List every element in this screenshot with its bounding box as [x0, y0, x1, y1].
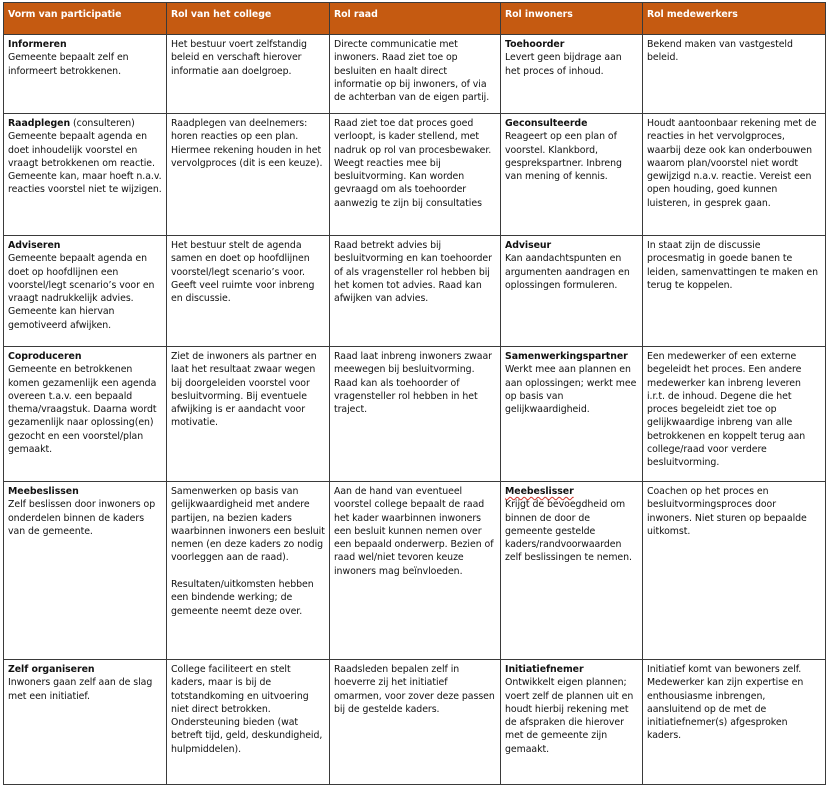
vorm-title: Coproduceren — [8, 351, 82, 362]
vorm-title: Zelf organiseren — [8, 664, 95, 675]
vorm-title: Informeren — [8, 39, 67, 50]
cell-inwoners — [501, 482, 643, 660]
table-row — [4, 660, 826, 785]
vorm-body: Gemeente bepaalt agenda en doet inhoudelijk voorstel en vraagt betrokkenen om reactie. Gemeente kan, maar hoeft n.a.v. reacties voorstel niet te wijzigen. — [8, 131, 162, 196]
cell-inwoners — [501, 660, 643, 785]
vorm-title: Meebeslissen — [8, 486, 79, 497]
raad-text: Raad betrekt advies bij besluitvorming en kan toehoorder of als vragensteller rol hebben bij het komen tot advies. Raad kan afwijken van advies. — [334, 240, 492, 305]
raad-text: Raad ziet toe dat proces goed verloopt, is kader stellend, met nadruk op rol van procesbewaker. Weegt reacties mee bij besluitvorming. Kan worden gevraagd om als toehoorder aanwezig te zijn bij consultaties — [334, 118, 492, 209]
cell-college — [167, 236, 330, 347]
inwoners-title: Geconsulteerde — [505, 118, 588, 129]
cell-vorm — [4, 347, 167, 482]
college-text: Het bestuur voert zelfstandig beleid en verschaft hierover informatie aan doelgroep. — [171, 39, 307, 77]
vorm-body: Inwoners gaan zelf aan de slag met een initiatief. — [8, 677, 153, 702]
cell-raad — [330, 236, 501, 347]
vorm-body: Gemeente bepaalt zelf en informeert betrokkenen. — [8, 52, 129, 77]
cell-inwoners — [501, 114, 643, 236]
header-college: Rol van het college — [167, 3, 330, 35]
cell-raad — [330, 347, 501, 482]
inwoners-title: Toehoorder — [505, 39, 565, 50]
header-vorm: Vorm van participatie — [4, 3, 167, 35]
cell-college — [167, 482, 330, 660]
vorm-title-bold: Raadplegen — [8, 118, 71, 129]
table-row — [4, 482, 826, 660]
medewerkers-text: Houdt aantoonbaar rekening met de reacties in het vervolgproces, waarbij deze ook kan onderbouwen waarom plan/voorstel niet wordt gewijzigd n.a.v. reactie. Vereist een open houding, goed kunnen luisteren, in gesprek gaan. — [647, 118, 817, 209]
cell-college — [167, 660, 330, 785]
inwoners-title: Samenwerkingspartner — [505, 351, 628, 362]
vorm-title — [8, 118, 135, 129]
college-text: Ziet de inwoners als partner en laat het resultaat zwaar wegen bij doorgeleiden voorstel voor besluitvorming. Bij eventuele afwijking is er aandacht voor motivatie. — [171, 351, 317, 429]
table-header — [4, 3, 826, 35]
medewerkers-text: Een medewerker of een externe begeleidt het proces. Een andere medewerker kan inbreng leveren i.r.t. de inhoud. Degene die het proces begeleidt ziet toe op gelijkwaardige inbreng van alle betrokkenen en koppelt terug aan college/raad voor verdere besluitvorming. — [647, 351, 806, 469]
college-text: Samenwerken op basis van gelijkwaardigheid met andere partijen, na bezien kaders waarbinnen inwoners een besluit nemen (en deze kaders zo nodig voorleggen aan de raad). Resultaten/uitkomsten hebben een bindende werking; de gemeente neemt deze over. — [171, 486, 325, 617]
medewerkers-text: Bekend maken van vastgesteld beleid. — [647, 39, 793, 64]
table-row — [4, 35, 826, 114]
header-row — [4, 3, 826, 35]
inwoners-body: Levert geen bijdrage aan het proces of inhoud. — [505, 52, 622, 77]
cell-inwoners — [501, 347, 643, 482]
cell-medewerkers — [643, 35, 826, 114]
medewerkers-text: Coachen op het proces en besluitvormingsproces door inwoners. Niet sturen op bepaalde uitkomst. — [647, 486, 807, 537]
vorm-title: Adviseren — [8, 240, 61, 251]
participation-table — [3, 2, 826, 785]
cell-vorm — [4, 35, 167, 114]
college-text: Raadplegen van deelnemers: horen reacties op een plan. Hiermee rekening houden in het vervolgproces (dit is een keuze). — [171, 118, 323, 169]
cell-vorm — [4, 660, 167, 785]
cell-vorm — [4, 236, 167, 347]
college-text: Het bestuur stelt de agenda samen en doet op hoofdlijnen voorstel/legt scenario’s voor. Geeft veel ruimte voor inbreng en discussie. — [171, 240, 315, 305]
cell-college — [167, 35, 330, 114]
cell-raad — [330, 660, 501, 785]
cell-medewerkers — [643, 114, 826, 236]
header-raad: Rol raad — [330, 3, 501, 35]
cell-inwoners — [501, 236, 643, 347]
cell-medewerkers — [643, 347, 826, 482]
cell-college — [167, 114, 330, 236]
vorm-body: Gemeente bepaalt agenda en doet op hoofdlijnen een voorstel/legt scenario’s voor en vraagt nadrukkelijk advies. Gemeente kan hiervan gemotiveerd afwijken. — [8, 253, 155, 331]
college-text: College faciliteert en stelt kaders, maar is bij de totstandkoming en uitvoering niet direct betrokken. Ondersteuning bieden (wat betreft tijd, geld, deskundigheid, hulpmiddelen). — [171, 664, 323, 755]
cell-medewerkers — [643, 236, 826, 347]
inwoners-body: Kan aandachtspunten en argumenten aandragen en oplossingen formuleren. — [505, 253, 630, 291]
raad-text: Raadsleden bepalen zelf in hoeverre zij het initiatief omarmen, voor zover deze passen bij de gestelde kaders. — [334, 664, 495, 715]
inwoners-body: Krijgt de bevoegdheid om binnen de door de gemeente gestelde kaders/randvoorwaarden zelf beslissingen te nemen. — [505, 499, 632, 564]
raad-text: Aan de hand van eventueel voorstel college bepaalt de raad het kader waarbinnen inwoners een besluit kunnen nemen over een bepaald onderwerp. Bezien of raad wel/niet tevoren keuze inwoners mag beïnvloeden. — [334, 486, 494, 577]
vorm-body: Zelf beslissen door inwoners op onderdelen binnen de kaders van de gemeente. — [8, 499, 156, 537]
vorm-body: Gemeente en betrokkenen komen gezamenlijk een agenda overeen t.a.v. een bepaald thema/vraagstuk. Daarna wordt gezamenlijk naar oplossing(en) gezocht en een voorstel/plan gemaakt. — [8, 364, 157, 456]
cell-medewerkers — [643, 482, 826, 660]
raad-text: Directe communicatie met inwoners. Raad ziet toe op besluiten en haalt direct informatie op bij inwoners, of via de achterban van de eigen partij. — [334, 39, 490, 104]
inwoners-title: Adviseur — [505, 240, 552, 251]
raad-text: Raad laat inbreng inwoners zwaar meewegen bij besluitvorming. Raad kan als toehoorder of vragensteller rol hebben in het traject. — [334, 351, 492, 416]
vorm-title-suffix: (consulteren) — [70, 118, 135, 129]
table-row — [4, 236, 826, 347]
cell-raad — [330, 482, 501, 660]
header-medewerkers: Rol medewerkers — [643, 3, 826, 35]
medewerkers-text: Initiatief komt van bewoners zelf. Medewerker kan zijn expertise en enthousiasme inbrengen, aansluitend op de met de initiatiefnemer(s) afgesproken kaders. — [647, 664, 804, 742]
cell-raad — [330, 35, 501, 114]
inwoners-body: Werkt mee aan plannen en aan oplossingen; werkt mee op basis van gelijkwaardigheid. — [505, 364, 637, 416]
table-row — [4, 114, 826, 236]
cell-vorm — [4, 114, 167, 236]
table-row — [4, 347, 826, 482]
inwoners-title: Meebeslisser — [505, 486, 574, 497]
cell-medewerkers — [643, 660, 826, 785]
inwoners-body: Reageert op een plan of voorstel. Klankbord, gesprekspartner. Inbreng van mening of kennis. — [505, 131, 622, 183]
inwoners-title: Initiatiefnemer — [505, 664, 584, 675]
inwoners-body: Ontwikkelt eigen plannen; voert zelf de plannen uit en houdt hierbij rekening met de afspraken die hierover met de gemeente zijn gemaakt. — [505, 677, 634, 755]
header-inwoners: Rol inwoners — [501, 3, 643, 35]
cell-college — [167, 347, 330, 482]
cell-raad — [330, 114, 501, 236]
cell-vorm — [4, 482, 167, 660]
cell-inwoners — [501, 35, 643, 114]
medewerkers-text: In staat zijn de discussie procesmatig in goede banen te leiden, samenvattingen te maken en terug te koppelen. — [647, 240, 818, 291]
